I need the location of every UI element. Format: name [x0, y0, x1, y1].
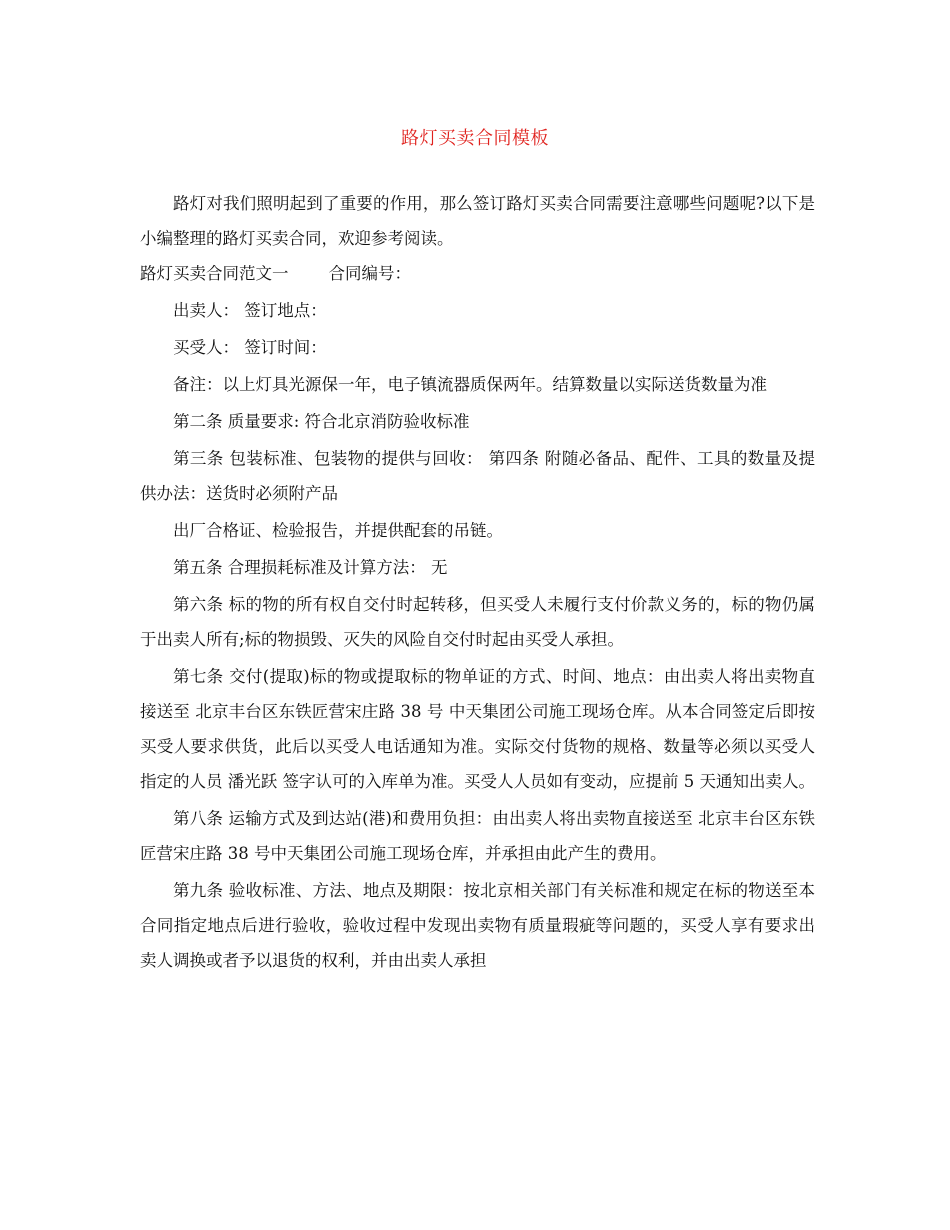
article-7: 第七条 交付(提取)标的物或提取标的物单证的方式、时间、地点：由出卖人将出卖物直接送至 北京丰台区东铁匠营宋庄路 38 号 中天集团公司施工现场仓库。从本合同签定后即按买受人要求供货，此后以买受人电话通知为准。实际交付货物的规格、数量等必须以买受人指定的人员 潘光跃 签字认可的入库单为准。买受人人员如有变动，应提前 5 天通知出卖人。 [140, 667, 815, 791]
buyer-line: 买受人： 签订时间： [173, 338, 327, 357]
seller-line: 出卖人： 签订地点： [173, 301, 327, 320]
article-2: 第二条 质量要求: 符合北京消防验收标准 [173, 412, 470, 431]
article-8: 第八条 运输方式及到达站(港)和费用负担：由出卖人将出卖物直接送至 北京丰台区东铁匠营宋庄路 38 号中天集团公司施工现场仓库，并承担由此产生的费用。 [140, 809, 815, 863]
document-body [140, 186, 815, 978]
document-title: 路灯买卖合同模板 [401, 128, 549, 149]
article-9: 第九条 验收标准、方法、地点及期限：按北京相关部门有关标准和规定在标的物送至本合同指定地点后进行验收，验收过程中发现出卖物有质量瑕疵等问题的，买受人享有要求出卖人调换或者予以退货的权利，并由出卖人承担 [140, 881, 815, 970]
intro-paragraph: 路灯对我们照明起到了重要的作用，那么签订路灯买卖合同需要注意哪些问题呢?以下是小编整理的路灯买卖合同，欢迎参考阅读。 [140, 194, 815, 248]
contract-number-label: 合同编号： [328, 264, 411, 283]
contract-heading-line [140, 256, 815, 291]
contract-sample-heading: 路灯买卖合同范文一 [140, 264, 289, 283]
article-6: 第六条 标的物的所有权自交付时起转移，但买受人未履行支付价款义务的，标的物仍属于出卖人所有;标的物损毁、灭失的风险自交付时起由买受人承担。 [140, 595, 815, 649]
article-4-continued: 出厂合格证、检验报告，并提供配套的吊链。 [173, 521, 503, 540]
note-paragraph: 备注：以上灯具光源保一年，电子镇流器质保两年。结算数量以实际送货数量为准 [173, 375, 767, 394]
article-5: 第五条 合理损耗标准及计算方法： 无 [173, 558, 448, 577]
article-3: 第三条 包装标准、包装物的提供与回收： 第四条 附随必备品、配件、工具的数量及提供办法：送货时必须附产品 [140, 449, 815, 503]
